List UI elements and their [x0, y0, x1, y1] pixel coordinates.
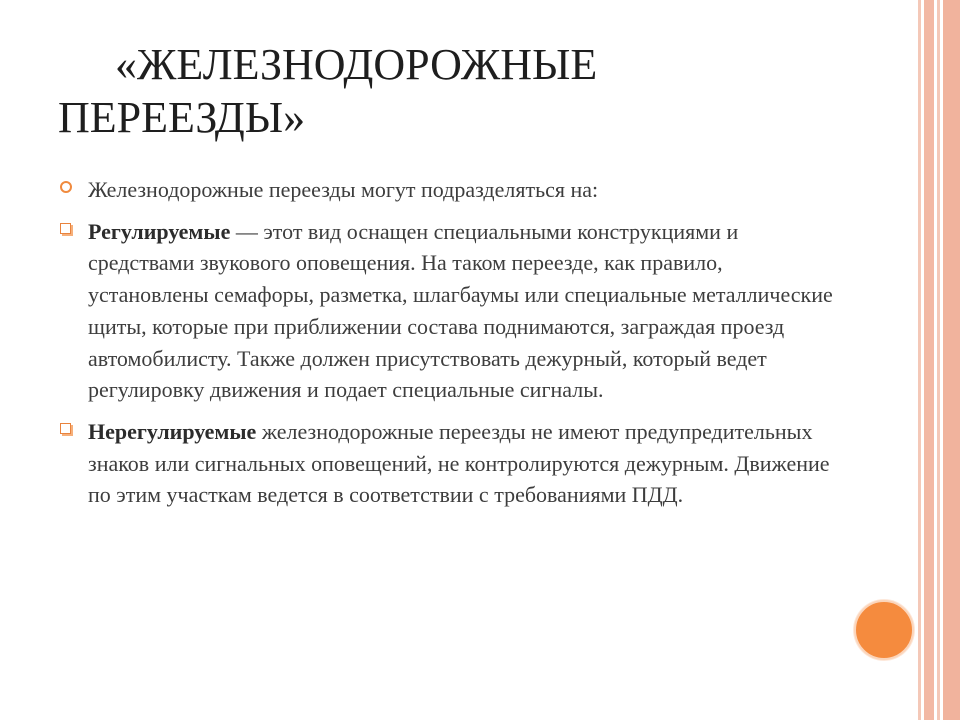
bullet-item-intro — [60, 174, 840, 206]
title-line-2: ПЕРЕЕЗДЫ» — [58, 93, 306, 142]
bullet-list — [60, 174, 840, 511]
border-stripe — [937, 0, 940, 720]
square-checkbox-icon — [60, 423, 71, 434]
decorative-circle — [854, 600, 914, 660]
bullet-bold-term: Регулируемые — [88, 218, 231, 244]
orange-ring-icon — [60, 181, 72, 193]
bullet-item-regulated — [60, 216, 840, 406]
border-stripe — [924, 0, 934, 720]
square-checkbox-icon — [60, 223, 71, 234]
bullet-text: Железнодорожные переезды могут подразделяться на: — [88, 177, 599, 202]
slide-title — [58, 38, 878, 144]
bullet-bold-term: Нерегулируемые — [88, 418, 257, 444]
bullet-text: железнодорожные переезды не имеют предупредительных знаков или сигнальных оповещений, не контролируются дежурным. Движение по этим участкам ведется в соответствии с требованиями ПДД. — [88, 418, 830, 508]
border-stripe — [918, 0, 921, 720]
bullet-item-unregulated — [60, 416, 840, 511]
border-stripe — [943, 0, 960, 720]
bullet-text: — этот вид оснащен специальными конструкциями и средствами звукового оповещения. На таком переезде, как правило, установлены семафоры, разметка, шлагбаумы или специальные металлические щиты, которые при приближении состава поднимаются, заграждая проезд автомобилисту. Также должен присутствовать дежурный, который ведет регулировку движения и подает специальные сигналы. — [88, 218, 833, 403]
title-line-1: «ЖЕЛЕЗНОДОРОЖНЫЕ — [115, 40, 598, 89]
